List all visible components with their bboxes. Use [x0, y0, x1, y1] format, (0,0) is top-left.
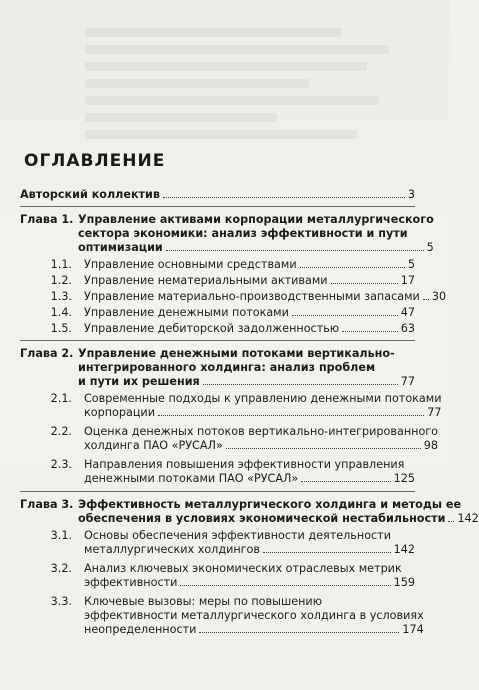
section-number: 3.1. — [50, 529, 72, 542]
entry-title-line: Управление денежными потоками вертикально- — [78, 347, 395, 360]
divider — [20, 340, 415, 341]
toc-chapter[interactable] — [20, 347, 415, 389]
leader-dots — [203, 384, 398, 385]
entry-title-line: металлургических холдингов — [84, 543, 260, 556]
section-number: 3.2. — [50, 562, 72, 575]
entry-title-line: холдинга ПАО «РУСАЛ» — [84, 439, 223, 452]
leader-dots — [166, 250, 424, 251]
section-number: 1.3. — [50, 290, 72, 303]
entry-title-line: Эффективность металлургического холдинга и методы ее — [78, 498, 462, 511]
entry-title-line: неопределенности — [84, 623, 197, 636]
entry-title-line: Современные подходы к управлению денежными потоками — [84, 392, 442, 405]
leader-dots — [180, 585, 390, 586]
page-number: 142 — [393, 543, 415, 556]
entry-title-line: оптимизации — [78, 241, 163, 254]
toc-chapter[interactable] — [20, 498, 479, 526]
section-number: 2.1. — [50, 392, 72, 405]
leader-dots — [448, 521, 454, 522]
entry-title-line: Управление основными средствами — [84, 258, 297, 271]
toc-section[interactable] — [20, 458, 415, 486]
chapter-label: Глава 2. — [20, 347, 74, 360]
entry-title-line: сектора экономики: анализ эффективности и пути — [78, 227, 408, 240]
page-number: 142 — [457, 512, 479, 525]
section-number: 1.5. — [50, 322, 72, 335]
entry-title-line: Направления повышения эффективности управления — [84, 458, 405, 471]
section-number: 2.3. — [50, 458, 72, 471]
table-of-contents — [20, 188, 479, 642]
entry-title-line: Управление дебиторской задолженностью — [84, 322, 340, 335]
entry-title-line: обеспечения в условиях экономической нестабильности — [78, 512, 446, 525]
entry-title-line: эффективности — [84, 576, 178, 589]
toc-section[interactable] — [20, 425, 439, 453]
toc-section[interactable] — [20, 290, 447, 304]
section-number: 2.2. — [50, 425, 72, 438]
toc-section[interactable] — [20, 274, 415, 288]
chapter-label: Глава 1. — [20, 213, 74, 226]
toc-entry-authors[interactable] — [20, 188, 415, 202]
leader-dots — [331, 283, 398, 284]
toc-section[interactable] — [20, 392, 442, 420]
entry-title-line: Управление денежными потоками — [84, 306, 289, 319]
leader-dots — [263, 552, 391, 553]
entry-title-line: Авторский коллектив — [20, 188, 160, 201]
entry-title-line: Управление активами корпорации металлургического — [78, 213, 434, 226]
entry-title-line: Ключевые вызовы: меры по повышению — [84, 595, 323, 608]
page-number: 159 — [393, 576, 415, 589]
entry-title-line: интегрированного холдинга: анализ проблем — [78, 361, 376, 374]
entry-title-line: Управление материально-производственными запасами — [84, 290, 420, 303]
toc-section[interactable] — [20, 322, 415, 336]
page-number: 77 — [427, 406, 442, 419]
toc-section[interactable] — [20, 595, 424, 637]
page-number: 30 — [431, 290, 447, 303]
toc-section[interactable] — [20, 529, 415, 557]
chapter-label: Глава 3. — [20, 498, 74, 511]
leader-dots — [163, 197, 405, 198]
leader-dots — [423, 299, 429, 300]
leader-dots — [342, 331, 398, 332]
leader-dots — [158, 415, 424, 416]
toc-chapter[interactable] — [20, 213, 434, 255]
page-number: 77 — [400, 375, 415, 388]
leader-dots — [301, 481, 390, 482]
section-number: 1.2. — [50, 274, 72, 287]
leader-dots — [199, 632, 399, 633]
page-number: 17 — [400, 274, 415, 287]
page-number: 5 — [407, 258, 415, 271]
entry-title-line: эффективности металлургического холдинга в условиях — [84, 609, 424, 622]
entry-title-line: корпорации — [84, 406, 155, 419]
section-number: 1.4. — [50, 306, 72, 319]
toc-section[interactable] — [20, 258, 415, 272]
entry-title-line: Основы обеспечения эффективности деятельности — [84, 529, 391, 542]
leader-dots — [226, 448, 421, 449]
entry-title-line: Анализ ключевых экономических отраслевых метрик — [84, 562, 402, 575]
page-number: 47 — [400, 306, 415, 319]
entry-title-line: Оценка денежных потоков вертикально-интегрированного — [84, 425, 439, 438]
section-number: 3.3. — [50, 595, 72, 608]
entry-title-line: и пути их решения — [78, 375, 200, 388]
page-number: 174 — [402, 623, 424, 636]
toc-section[interactable] — [20, 306, 415, 320]
page-number: 5 — [426, 241, 434, 254]
leader-dots — [292, 315, 398, 316]
leader-dots — [300, 267, 405, 268]
page-number: 3 — [407, 188, 415, 201]
page-number: 125 — [393, 472, 415, 485]
divider — [20, 491, 415, 492]
divider — [20, 206, 415, 207]
section-number: 1.1. — [50, 258, 72, 271]
page-title: ОГЛАВЛЕНИЕ — [24, 151, 166, 171]
entry-title-line: денежными потоками ПАО «РУСАЛ» — [84, 472, 299, 485]
page-number: 98 — [423, 439, 439, 452]
page-number: 63 — [400, 322, 415, 335]
toc-section[interactable] — [20, 562, 415, 590]
entry-title-line: Управление нематериальными активами — [84, 274, 328, 287]
